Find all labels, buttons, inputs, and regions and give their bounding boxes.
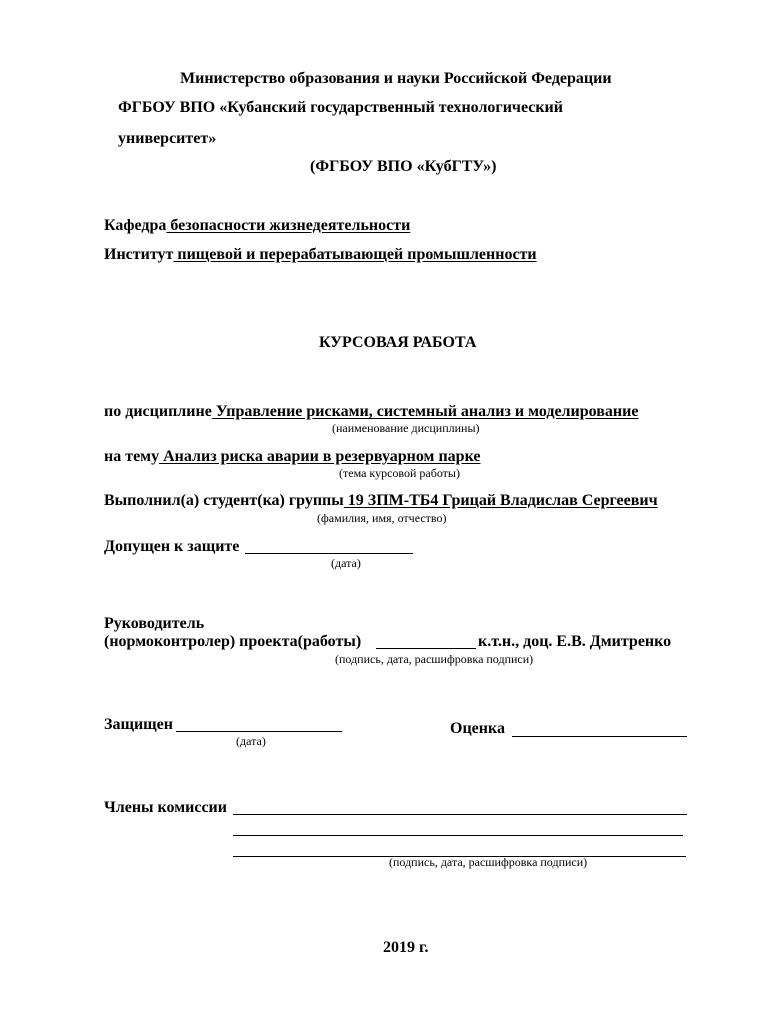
topic-value: Анализ риска аварии в резервуарном парке [159,448,481,465]
discipline-value: Управление рисками, системный анализ и моделирование [211,403,639,420]
supervisor-signature-line [376,648,476,649]
kafedra-row [104,216,410,236]
student-value: 19 ЗПМ-ТБ4 Грицай Владислав Сергеевич [343,492,658,509]
topic-row [104,447,481,467]
institute-label: Институт [104,246,174,263]
supervisor-label-line2: (нормоконтролер) проекта(работы) [104,633,362,650]
kafedra-value: безопасности жизнедеятельности [166,217,411,234]
supervisor-caption: (подпись, дата, расшифровка подписи) [335,652,534,666]
ministry-name: Министерство образования и науки Российской Федерации [180,70,612,87]
defended-date-line [176,731,342,732]
university-name-line1: ФГБОУ ВПО «Кубанский государственный технологический [118,99,563,116]
university-name-line2: университет» [118,130,217,147]
student-label: Выполнил(а) студент(ка) группы [104,492,344,509]
student-row [104,491,658,511]
kafedra-label: Кафедра [104,217,167,234]
topic-label: на тему [104,448,160,465]
discipline-caption: (наименование дисциплины) [332,421,480,435]
defended-label: Защищен [104,716,173,733]
grade-label: Оценка [450,720,505,737]
institute-row [104,245,537,265]
commission-label: Члены комиссии [104,799,227,816]
discipline-row [104,402,638,422]
supervisor-value: к.т.н., доц. Е.В. Дмитренко [478,633,672,650]
topic-caption: (тема курсовой работы) [339,466,460,480]
commission-line-2 [233,835,683,836]
document-year: 2019 г. [383,939,429,956]
student-caption: (фамилия, имя, отчество) [317,511,447,525]
admitted-caption: (дата) [331,556,361,570]
commission-line-1 [233,814,687,815]
admitted-label: Допущен к защите [104,538,240,555]
grade-line [512,736,687,737]
discipline-label: по дисциплине [104,403,212,420]
supervisor-label-line1: Руководитель [104,615,205,632]
commission-caption: (подпись, дата, расшифровка подписи) [389,855,588,869]
admitted-date-line [245,553,413,554]
institute-value: пищевой и перерабатывающей промышленности [173,246,537,263]
defended-caption: (дата) [236,734,266,748]
document-title: КУРСОВАЯ РАБОТА [319,334,477,351]
university-short-name: (ФГБОУ ВПО «КубГТУ») [310,158,497,175]
